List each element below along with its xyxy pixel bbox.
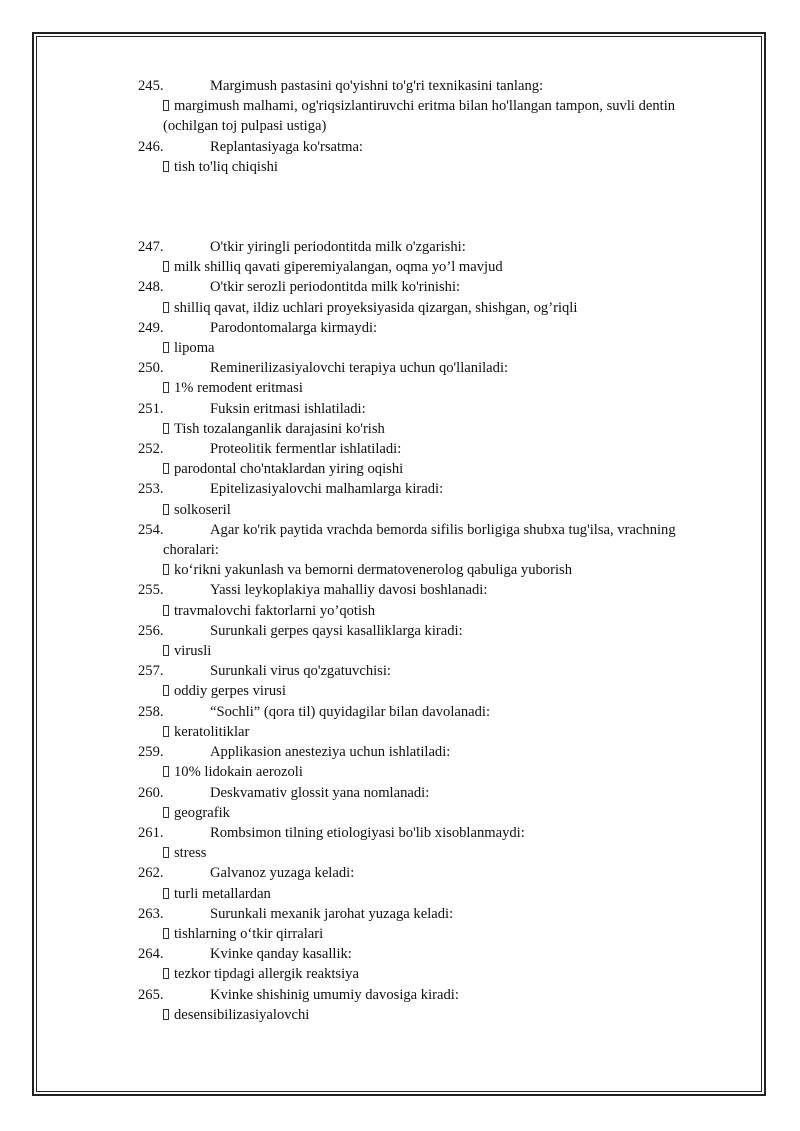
question-264 bbox=[138, 944, 738, 964]
question-text-continued: choralari: bbox=[163, 542, 219, 559]
answer-text: solkoseril bbox=[174, 501, 231, 518]
answer-262 bbox=[138, 884, 738, 904]
answer-text: stress bbox=[174, 845, 207, 862]
answer-253 bbox=[138, 500, 738, 520]
checkbox-icon bbox=[163, 261, 169, 272]
question-text: Reminerilizasiyalovchi terapiya uchun qo'llaniladi: bbox=[210, 360, 509, 377]
answer-text-continued: (ochilgan toj pulpasi ustiga) bbox=[163, 118, 327, 135]
answer-text: 1% remodent eritmasi bbox=[174, 380, 303, 397]
answer-263 bbox=[138, 924, 738, 944]
question-text: Fuksin eritmasi ishlatiladi: bbox=[210, 400, 366, 417]
question-text: O'tkir serozli periodontitda milk ko'rinishi: bbox=[210, 279, 461, 296]
checkbox-icon bbox=[163, 302, 169, 313]
question-number: 259. bbox=[138, 744, 164, 761]
answer-255 bbox=[138, 601, 738, 621]
question-text: Kvinke shishinig umumiy davosiga kiradi: bbox=[210, 986, 459, 1003]
question-number: 257. bbox=[138, 663, 164, 680]
question-text: Kvinke qanday kasallik: bbox=[210, 946, 352, 963]
question-245 bbox=[138, 76, 738, 96]
answer-text: lipoma bbox=[174, 340, 215, 357]
answer-251 bbox=[138, 419, 738, 439]
answer-text: desensibilizasiyalovchi bbox=[174, 1006, 310, 1023]
checkbox-icon bbox=[163, 645, 169, 656]
question-253 bbox=[138, 479, 738, 499]
answer-246 bbox=[138, 157, 738, 177]
answer-248 bbox=[138, 298, 738, 318]
answer-text: travmalovchi faktorlarni yo’qotish bbox=[174, 602, 376, 619]
answer-254 bbox=[138, 560, 738, 580]
answer-247 bbox=[138, 257, 738, 277]
answer-text: parodontal cho'ntaklardan yiring oqishi bbox=[174, 461, 404, 478]
question-number: 263. bbox=[138, 905, 164, 922]
question-248 bbox=[138, 277, 738, 297]
question-text: Replantasiyaga ko'rsatma: bbox=[210, 138, 363, 155]
question-number: 246. bbox=[138, 138, 164, 155]
question-number: 255. bbox=[138, 582, 164, 599]
question-256 bbox=[138, 621, 738, 641]
checkbox-icon bbox=[163, 423, 169, 434]
question-number: 247. bbox=[138, 239, 164, 256]
answer-260 bbox=[138, 803, 738, 823]
question-text: Proteolitik fermentlar ishlatiladi: bbox=[210, 441, 402, 458]
question-number: 258. bbox=[138, 703, 164, 720]
question-246 bbox=[138, 137, 738, 157]
question-text: Surunkali gerpes qaysi kasalliklarga kiradi: bbox=[210, 622, 463, 639]
question-number: 252. bbox=[138, 441, 164, 458]
answer-259 bbox=[138, 762, 738, 782]
answer-text: turli metallardan bbox=[174, 885, 271, 902]
answer-245 bbox=[138, 96, 738, 116]
answer-245-continued bbox=[138, 116, 738, 136]
question-number: 265. bbox=[138, 986, 164, 1003]
answer-256 bbox=[138, 641, 738, 661]
question-number: 250. bbox=[138, 360, 164, 377]
question-247 bbox=[138, 237, 738, 257]
answer-258 bbox=[138, 722, 738, 742]
question-text: Yassi leykoplakiya mahalliy davosi boshlanadi: bbox=[210, 582, 488, 599]
checkbox-icon bbox=[163, 605, 169, 616]
checkbox-icon bbox=[163, 888, 169, 899]
answer-text: keratolitiklar bbox=[174, 723, 250, 740]
checkbox-icon bbox=[163, 726, 169, 737]
answer-text: shilliq qavat, ildiz uchlari proyeksiyasida qizargan, shishgan, og’riqli bbox=[174, 299, 578, 316]
question-number: 245. bbox=[138, 78, 164, 94]
question-263 bbox=[138, 904, 738, 924]
answer-text: virusli bbox=[174, 643, 212, 660]
question-list bbox=[138, 76, 738, 1025]
checkbox-icon bbox=[163, 1009, 169, 1020]
answer-text: ko‘rikni yakunlash va bemorni dermatovenerolog qabuliga yuborish bbox=[174, 562, 572, 579]
question-260 bbox=[138, 783, 738, 803]
question-262 bbox=[138, 863, 738, 883]
question-254 bbox=[138, 520, 738, 540]
question-text: Surunkali mexanik jarohat yuzaga keladi: bbox=[210, 905, 454, 922]
question-number: 260. bbox=[138, 784, 164, 801]
question-number: 256. bbox=[138, 622, 164, 639]
answer-text: margimush malhami, og'riqsizlantiruvchi eritma bilan ho'llangan tampon, suvli dentin bbox=[174, 98, 676, 115]
question-258 bbox=[138, 702, 738, 722]
question-text: Rombsimon tilning etiologiyasi bo'lib xisoblanmaydi: bbox=[210, 824, 525, 841]
answer-250 bbox=[138, 378, 738, 398]
answer-264 bbox=[138, 964, 738, 984]
question-249 bbox=[138, 318, 738, 338]
question-number: 248. bbox=[138, 279, 164, 296]
question-text: Agar ko'rik paytida vrachda bemorda sifilis borligiga shubxa tug'ilsa, vrachning bbox=[210, 521, 676, 538]
question-text: Epitelizasiyalovchi malhamlarga kiradi: bbox=[210, 481, 444, 498]
checkbox-icon bbox=[163, 766, 169, 777]
question-250 bbox=[138, 358, 738, 378]
checkbox-icon bbox=[163, 807, 169, 818]
checkbox-icon bbox=[163, 928, 169, 939]
checkbox-icon bbox=[163, 564, 169, 575]
answer-text: Tish tozalanganlik darajasini ko'rish bbox=[174, 420, 385, 437]
checkbox-icon bbox=[163, 685, 169, 696]
checkbox-icon bbox=[163, 382, 169, 393]
question-number: 251. bbox=[138, 400, 164, 417]
question-text: Parodontomalarga kirmaydi: bbox=[210, 319, 378, 336]
question-text: Galvanoz yuzaga keladi: bbox=[210, 865, 355, 882]
question-text: Applikasion anesteziya uchun ishlatiladi: bbox=[210, 744, 451, 761]
checkbox-icon bbox=[163, 100, 169, 111]
checkbox-icon bbox=[163, 968, 169, 979]
answer-text: milk shilliq qavati giperemiyalangan, oqma yo’l mavjud bbox=[174, 259, 503, 276]
question-259 bbox=[138, 742, 738, 762]
question-text: Margimush pastasini qo'yishni to'g'ri texnikasini tanlang: bbox=[210, 78, 544, 94]
checkbox-icon bbox=[163, 342, 169, 353]
question-number: 253. bbox=[138, 481, 164, 498]
question-261 bbox=[138, 823, 738, 843]
answer-249 bbox=[138, 338, 738, 358]
answer-252 bbox=[138, 459, 738, 479]
blank-gap bbox=[138, 177, 738, 237]
answer-text: geografik bbox=[174, 804, 230, 821]
question-265 bbox=[138, 985, 738, 1005]
question-text: “Sochli” (qora til) quyidagilar bilan davolanadi: bbox=[210, 703, 491, 720]
question-text: O'tkir yiringli periodontitda milk o'zgarishi: bbox=[210, 239, 466, 256]
question-255 bbox=[138, 580, 738, 600]
question-number: 262. bbox=[138, 865, 164, 882]
answer-257 bbox=[138, 681, 738, 701]
checkbox-icon bbox=[163, 161, 169, 172]
question-text: Deskvamativ glossit yana nomlanadi: bbox=[210, 784, 430, 801]
answer-text: tish to'liq chiqishi bbox=[174, 158, 278, 175]
checkbox-icon bbox=[163, 847, 169, 858]
answer-text: tishlarning o‘tkir qirralari bbox=[174, 925, 324, 942]
question-254-continued bbox=[138, 540, 738, 560]
checkbox-icon bbox=[163, 504, 169, 515]
answer-text: oddiy gerpes virusi bbox=[174, 683, 286, 700]
question-number: 264. bbox=[138, 946, 164, 963]
question-number: 254. bbox=[138, 521, 164, 538]
question-number: 249. bbox=[138, 319, 164, 336]
question-251 bbox=[138, 399, 738, 419]
question-text: Surunkali virus qo'zgatuvchisi: bbox=[210, 663, 391, 680]
answer-265 bbox=[138, 1005, 738, 1025]
question-257 bbox=[138, 661, 738, 681]
question-number: 261. bbox=[138, 824, 164, 841]
question-252 bbox=[138, 439, 738, 459]
answer-text: 10% lidokain aerozoli bbox=[174, 764, 303, 781]
answer-text: tezkor tipdagi allergik reaktsiya bbox=[174, 966, 359, 983]
checkbox-icon bbox=[163, 463, 169, 474]
answer-261 bbox=[138, 843, 738, 863]
